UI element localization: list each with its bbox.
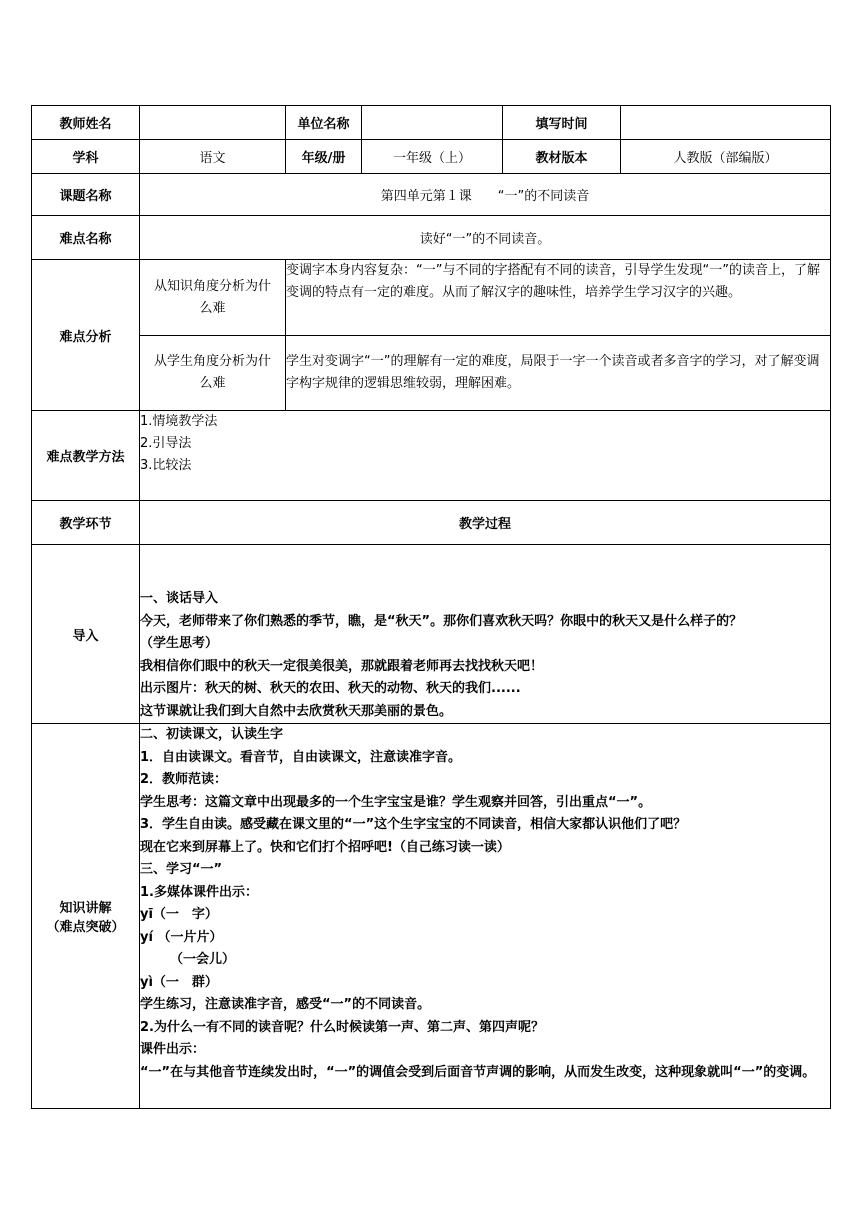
- row-analysis-knowledge: [32, 260, 831, 336]
- topic-label: 课题名称: [32, 174, 140, 216]
- row-teacher-info: [32, 106, 831, 140]
- row-knowledge: [32, 724, 831, 1109]
- knowledge-line: 3．学生自由读。感受藏在课文里的“一”这个生字宝宝的不同读音，相信大家都认识他们了吧？: [140, 817, 687, 832]
- method-item: 1.情境教学法: [140, 414, 218, 429]
- row-analysis-student: [32, 336, 831, 411]
- subject-label: 学科: [32, 140, 140, 174]
- pinyin-line: yí （一片片）: [140, 929, 223, 945]
- row-methods: [32, 411, 831, 501]
- knowledge-label-line2: （难点突破）: [46, 920, 125, 935]
- method-item: 2.引导法: [140, 436, 192, 451]
- difficulty-value: 读好“一”的不同读音。: [140, 216, 831, 260]
- subject-value: 语文: [140, 140, 286, 174]
- knowledge-line: 学生练习，注意读准字音，感受“一”的不同读音。: [140, 997, 431, 1012]
- row-difficulty: [32, 216, 831, 260]
- difficulty-label: 难点名称: [32, 216, 140, 260]
- lesson-plan-table: [31, 105, 831, 1109]
- fill-time-label: 填写时间: [503, 106, 621, 140]
- grade-label: 年级/册: [286, 140, 362, 174]
- intro-line: 今天，老师带来了你们熟悉的季节，瞧，是“秋天”。那你们喜欢秋天吗？你眼中的秋天又是什么样子的？: [140, 613, 743, 629]
- teacher-name-value[interactable]: [140, 106, 286, 140]
- knowledge-line: 现在它来到屏幕上了。快和它们打个招呼吧!（自己练习读一读）: [140, 839, 510, 855]
- knowledge-line: 课件出示：: [140, 1042, 206, 1057]
- knowledge-angle-label: 从知识角度分析为什么难: [140, 260, 286, 336]
- knowledge-line: 三、学习“一”: [140, 862, 223, 877]
- edition-label: 教材版本: [503, 140, 621, 174]
- student-angle-label: 从学生角度分析为什么难: [140, 336, 286, 411]
- knowledge-content: [140, 724, 831, 1109]
- methods-label: 难点教学方法: [32, 411, 140, 501]
- intro-line: （学生思考）: [140, 636, 219, 651]
- knowledge-line: 二、初读课文，认读生字: [140, 727, 284, 742]
- fill-time-value[interactable]: [621, 106, 831, 140]
- knowledge-line: 2.为什么一有不同的读音呢？什么时候读第一声、第二声、第四声呢？: [140, 1019, 544, 1035]
- unit-name-label: 单位名称: [286, 106, 362, 140]
- intro-line: 我相信你们眼中的秋天一定很美很美，那就跟着老师再去找找秋天吧！: [140, 658, 544, 674]
- row-subject-info: [32, 140, 831, 174]
- row-intro: [32, 545, 831, 724]
- intro-content: [140, 545, 831, 724]
- grade-value: 一年级（上）: [362, 140, 503, 174]
- row-topic: [32, 174, 831, 216]
- pinyin-line: （一会儿）: [170, 952, 236, 967]
- topic-value: 第四单元第１课 “一”的不同读音: [140, 174, 831, 216]
- pinyin-line: yì（一 群）: [140, 974, 218, 990]
- student-angle-text: 学生对变调字“一”的理解有一定的难度，局限于一字一个读音或者多音字的学习，对了解变调字构字规律的逻辑思维较弱，理解困难。: [286, 336, 831, 411]
- knowledge-line: 1.多媒体课件出示：: [140, 884, 258, 900]
- knowledge-label-line1: 知识讲解: [59, 901, 112, 916]
- process-header: 教学过程: [140, 501, 831, 545]
- unit-name-value[interactable]: [362, 106, 503, 140]
- knowledge-angle-text: 变调字本身内容复杂：“一”与不同的字搭配有不同的读音，引导学生发现“一”的读音上，了解变调的特点有一定的难度。从而了解汉字的趣味性，培养学生学习汉字的兴趣。: [286, 260, 831, 336]
- analysis-label: 难点分析: [32, 260, 140, 411]
- pinyin-line: yī（一 字）: [140, 907, 218, 922]
- knowledge-line: 2．教师范读：: [140, 772, 228, 787]
- methods-list: [140, 411, 831, 501]
- knowledge-line: 1．自由读课文。看音节，自由读课文，注意读准字音。: [140, 749, 462, 765]
- intro-line: 出示图片：秋天的树、秋天的农田、秋天的动物、秋天的我们......: [140, 681, 521, 696]
- intro-line: 这节课就让我们到大自然中去欣赏秋天那美丽的景色。: [140, 703, 453, 719]
- teacher-name-label: 教师姓名: [32, 106, 140, 140]
- row-process-header: [32, 501, 831, 545]
- stage-header: 教学环节: [32, 501, 140, 545]
- knowledge-label: [32, 724, 140, 1109]
- method-item: 3.比较法: [140, 458, 192, 473]
- intro-label: 导入: [32, 545, 140, 724]
- edition-value: 人教版（部编版）: [621, 140, 831, 174]
- knowledge-line: 学生思考：这篇文章中出现最多的一个生字宝宝是谁？学生观察并回答，引出重点“一”。: [140, 794, 652, 810]
- intro-line: 一、谈话导入: [140, 591, 219, 606]
- knowledge-line: “一”在与其他音节连续发出时，“一”的调值会受到后面音节声调的影响，从而发生改变，这种现象就叫“一”的变调。: [140, 1064, 816, 1080]
